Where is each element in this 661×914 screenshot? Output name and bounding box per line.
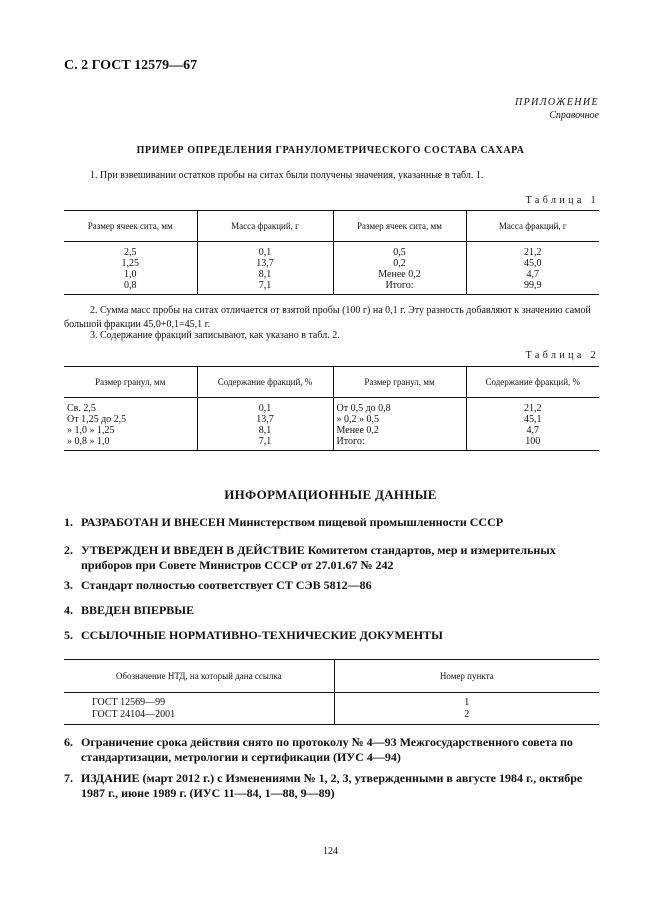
paragraph-2: 2. Сумма масс пробы на ситах отличается от взятой пробы (100 г) на 0,1 г. Эту разность добавляют к значению самой большой фракции 45,0+0,1=45,1 г. [64, 305, 591, 330]
table-cell: » 0,2 » 0,5 [333, 414, 466, 425]
item-number: 7. [64, 771, 73, 785]
item-text: УТВЕРЖДЕН И ВВЕДЕН В ДЕЙСТВИЕ Комитетом стандартов, мер и измерительных приборов при Совете Министров СССР от 27.01.67 № 242 [81, 543, 556, 572]
item-text: Ограничение срока действия снято по протоколу № 4—93 Межгосударственного совета по стандартизации, метрологии и сертификации (ИУС 4—94) [81, 735, 573, 764]
info-item-3 [64, 578, 598, 593]
paragraph-1: 1. При взвешивании остатков пробы на ситах были получены значения, указанные в табл. 1. [90, 170, 484, 181]
table-cell: 0,2 [333, 258, 466, 269]
table-cell: 45,0 [466, 258, 599, 269]
table-cell: » 1,0 » 1,25 [67, 425, 115, 436]
table-cell: ГОСТ 12569—99 [92, 697, 166, 708]
table-row [64, 242, 599, 259]
info-item-5 [64, 628, 598, 643]
table-row [64, 709, 599, 725]
item-number: 2. [64, 543, 73, 557]
table-cell: Св. 2,5 [67, 403, 96, 414]
table-cell: От 1,25 до 2,5 [67, 414, 127, 425]
table-3 [64, 659, 599, 725]
table-cell: 0,8 [64, 280, 197, 295]
table-cell: 13,7 [197, 258, 333, 269]
item-number: 6. [64, 735, 73, 749]
table-cell: 0,5 [333, 242, 466, 259]
table-1 [64, 210, 599, 295]
item-number: 1. [64, 515, 73, 529]
appendix-kind: Справочное [549, 110, 599, 121]
table-cell: От 0,5 до 0,8 [333, 398, 466, 415]
page-number: 124 [323, 846, 338, 857]
table1-header: Масса фракций, г [466, 211, 599, 242]
table-row [64, 425, 599, 436]
paragraph-3: 3. Содержание фракций записывают, как указано в табл. 2. [90, 330, 340, 341]
table2-header: Размер гранул, мм [333, 367, 466, 398]
info-title: ИНФОРМАЦИОННЫЕ ДАННЫЕ [224, 487, 437, 502]
table-row [64, 693, 599, 710]
table-row [64, 436, 599, 451]
page-header: С. 2 ГОСТ 12579—67 [64, 58, 198, 73]
table-row [64, 280, 599, 295]
table1-caption: Таблица 1 [525, 195, 599, 206]
info-item-2 [64, 543, 598, 573]
table-cell: 0,1 [197, 242, 333, 259]
table-cell: 99,9 [466, 280, 599, 295]
table-2 [64, 366, 599, 451]
table-cell: 21,2 [466, 398, 599, 415]
table3-header: Номер пункта [334, 660, 599, 693]
table-cell: 1 [334, 693, 599, 710]
table-cell: 45,1 [466, 414, 599, 425]
table-cell: Итого: [333, 280, 466, 295]
table-cell: 0,1 [197, 398, 333, 415]
table-cell: 4,7 [466, 269, 599, 280]
table-cell: Менее 0,2 [333, 425, 466, 436]
table-cell: 8,1 [197, 425, 333, 436]
table-cell: Менее 0,2 [333, 269, 466, 280]
item-text: ВВЕДЕН ВПЕРВЫЕ [81, 603, 195, 617]
table-cell: 1,25 [121, 258, 139, 269]
table1-header: Размер ячеек сита, мм [64, 211, 197, 242]
table-cell: 7,1 [197, 436, 333, 451]
item-text: РАЗРАБОТАН И ВНЕСЕН Министерством пищевой промышленности СССР [81, 515, 504, 529]
appendix-title: ПРИЛОЖЕНИЕ [515, 97, 599, 108]
table-cell: ГОСТ 24104—2001 [64, 709, 334, 725]
table2-header: Размер гранул, мм [64, 367, 197, 398]
info-item-6 [64, 735, 598, 765]
section-title: ПРИМЕР ОПРЕДЕЛЕНИЯ ГРАНУЛОМЕТРИЧЕСКОГО СОСТАВА САХАРА [136, 145, 525, 156]
table-cell: 7,1 [197, 280, 333, 295]
table1-header: Размер ячеек сита, мм [333, 211, 466, 242]
table3-header: Обозначение НТД, на который дана ссылка [64, 660, 334, 693]
table-cell: Итого: [333, 436, 466, 451]
table-cell: 13,7 [197, 414, 333, 425]
item-number: 4. [64, 603, 73, 617]
table-cell: 4,7 [466, 425, 599, 436]
table2-header: Содержание фракций, % [466, 367, 599, 398]
item-text: ИЗДАНИЕ (март 2012 г.) с Изменениями № 1, 2, 3, утвержденными в августе 1984 г., октябре 1987 г., июне 1989 г. (ИУС 11—84, 1—88, 9—89) [81, 771, 583, 800]
info-item-7 [64, 771, 598, 801]
item-text: ССЫЛОЧНЫЕ НОРМАТИВНО-ТЕХНИЧЕСКИЕ ДОКУМЕНТЫ [81, 628, 443, 642]
table-cell: » 0,8 » 1,0 [64, 436, 197, 451]
table-cell: 2 [334, 709, 599, 725]
table-cell: 100 [466, 436, 599, 451]
table-cell: 8,1 [197, 269, 333, 280]
table1-header: Масса фракций, г [197, 211, 333, 242]
table2-caption: Таблица 2 [525, 350, 599, 361]
appendix-label [515, 96, 599, 122]
item-number: 3. [64, 578, 73, 592]
table-row [64, 414, 599, 425]
table2-header: Содержание фракций, % [197, 367, 333, 398]
item-text: Стандарт полностью соответствует СТ СЭВ 5812—86 [81, 578, 372, 592]
item-number: 5. [64, 628, 73, 642]
table-row [64, 258, 599, 269]
table-row [64, 269, 599, 280]
info-item-1 [64, 515, 598, 530]
table-row [64, 398, 599, 415]
table-cell: 21,2 [466, 242, 599, 259]
table-cell: 1,0 [124, 269, 137, 280]
info-item-4 [64, 603, 598, 618]
table-cell: 2,5 [124, 247, 137, 258]
